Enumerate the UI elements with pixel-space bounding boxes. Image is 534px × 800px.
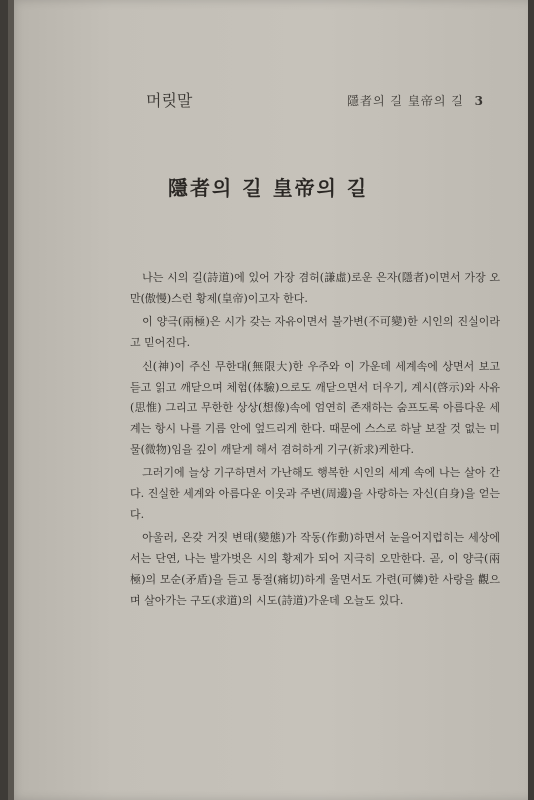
paragraph: 나는 시의 길(詩道)에 있어 가장 겸허(謙虛)로운 은자(隱者)이면서 가장 오만(傲慢)스런 황제(皇帝)이고자 한다. [130, 271, 500, 305]
book-page [8, 0, 528, 800]
page-number: 3 [474, 94, 484, 108]
running-header [347, 92, 484, 109]
section-label: 머릿말 [146, 91, 193, 110]
paragraph: 아울러, 온갖 거짓 변태(變態)가 작동(作動)하면서 눈을어지럽히는 세상에서는 단연, 나는 발가벗은 시의 황제가 되어 지극히 오만한다. 곧, 이 양극(兩極)의 모순(矛盾)을 듣고 통절(痛切)하게 울면서도 가련(可憐)한 사랑을 觀으며 살아가는 구도(求道)의 시도(詩道)가운데 오늘도 있다. [130, 531, 500, 607]
paragraph: 신(神)이 주신 무한대(無限大)한 우주와 이 가운데 세계속에 상면서 보고 듣고 읽고 깨닫으며 체험(体驗)으로도 깨닫으면서 더우기, 계시(啓示)와 사유(思惟) 그리고 무한한 상상(想像)속에 엄연히 존재하는 숨프도록 아름다운 세계는 항시 나를 기름 안에 엎드리게 한다. 때문에 스스로 하날 보잘 것 없는 미물(微物)임을 깊이 깨닫게 해서 겸허하게 기구(祈求)케한다. [130, 359, 500, 456]
running-title: 隱者의 길 皇帝의 길 [347, 94, 464, 108]
body-text [130, 268, 500, 614]
paragraph: 그러기에 늘상 기구하면서 가난해도 행복한 시인의 세계 속에 나는 살아 간다. 진실한 세계와 아름다운 이웃과 주변(周邊)을 사랑하는 자신(自身)을 얻는다. [130, 466, 500, 521]
page-title: 隱者의 길 皇帝의 길 [168, 176, 369, 200]
page-gutter [8, 0, 14, 800]
paragraph: 이 양극(兩極)은 시가 갖는 자유이면서 불가변(不可變)한 시인의 진실이라고 믿어진다. [130, 315, 500, 350]
